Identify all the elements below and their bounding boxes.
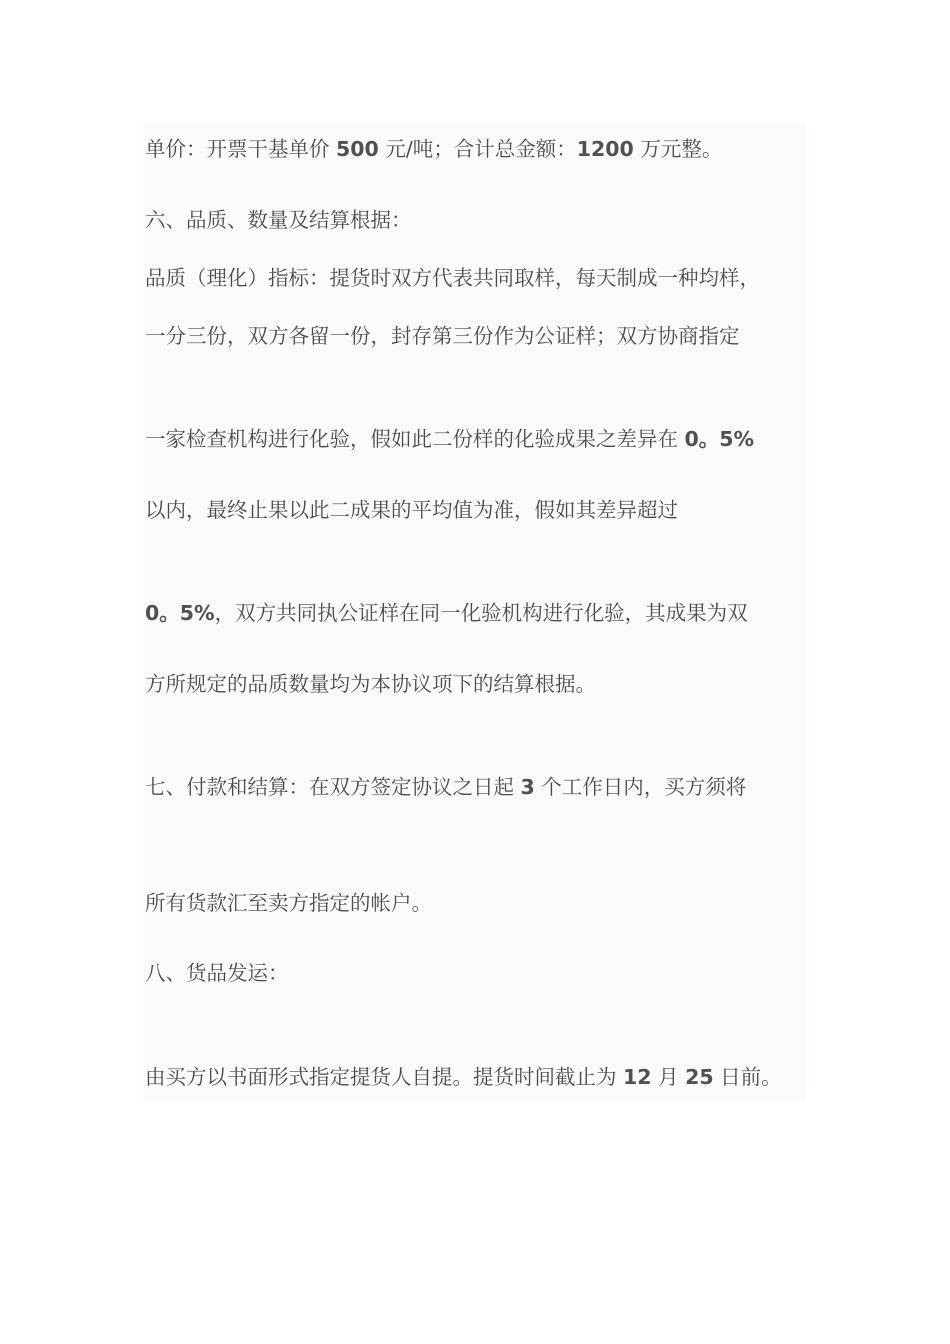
quality-line-1	[145, 265, 760, 291]
delivery-line	[145, 1064, 782, 1090]
text-segment: 一家检查机构进行化验，假如此二份样的化验成果之差异在	[145, 427, 685, 451]
tolerance-value: 0。5%	[145, 601, 215, 625]
section-eight-heading	[145, 960, 289, 986]
quality-line-3	[145, 426, 754, 452]
text-segment: ，双方共同执公证样在同一化验机构进行化验，其成果为双	[214, 601, 748, 625]
text-segment: 个工作日内，买方须将	[534, 775, 747, 799]
text-segment: 以内，最终止果以此二成果的平均值为准，假如其差异超过	[145, 498, 678, 522]
text-segment: 八、货品发运：	[145, 961, 289, 985]
quality-line-4	[145, 497, 678, 523]
text-segment: 元/吨；合计总金额：	[378, 137, 577, 161]
text-segment: 所有货款汇至卖方指定的帐户。	[145, 891, 432, 915]
deadline-day-value: 25	[685, 1065, 714, 1089]
quality-line-5	[145, 600, 748, 626]
unit-price-line	[145, 136, 722, 162]
quality-line-2	[145, 323, 740, 349]
payment-days-value: 3	[520, 775, 535, 799]
text-segment: 万元整。	[633, 137, 723, 161]
text-segment: 六、品质、数量及结算根据：	[145, 208, 412, 232]
total-amount-value: 1200	[576, 137, 634, 161]
text-segment: 七、付款和结算：在双方签定协议之日起	[145, 775, 521, 799]
tolerance-value: 0。5%	[684, 427, 755, 451]
payment-line-1	[145, 774, 746, 800]
text-segment: 单价：开票干基单价	[145, 137, 337, 161]
text-segment: 品质（理化）指标：提货时双方代表共同取样，每天制成一种均样，	[145, 266, 760, 290]
section-six-heading	[145, 207, 412, 233]
deadline-month-value: 12	[623, 1065, 652, 1089]
text-segment: 日前。	[713, 1065, 782, 1089]
quality-line-6	[145, 671, 596, 697]
text-segment: 月	[651, 1065, 686, 1089]
text-segment: 由买方以书面形式指定提货人自提。提货时间截止为	[145, 1065, 624, 1089]
text-segment: 一分三份，双方各留一份，封存第三份作为公证样；双方协商指定	[145, 324, 740, 348]
payment-line-2	[145, 890, 432, 916]
text-segment: 方所规定的品质数量均为本协议项下的结算根据。	[145, 672, 596, 696]
unit-price-value: 500	[336, 137, 379, 161]
